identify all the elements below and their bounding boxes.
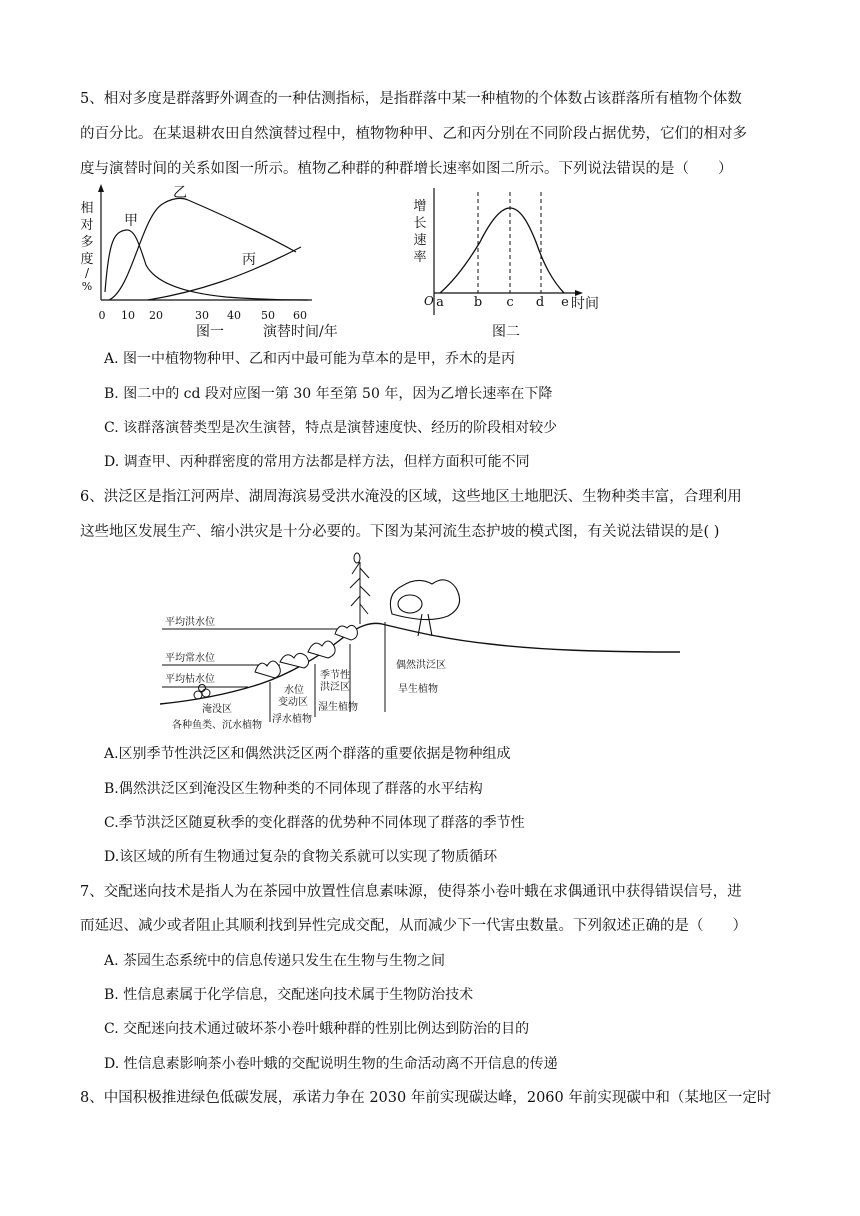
q7-stem-line-1: 7、交配迷向技术是指人为在茶园中放置性信息素味源，使得茶小卷叶蛾在求偶通讯中获得错误信号，进	[80, 884, 742, 900]
q5-option-a[interactable]: A. 图一中植物物种甲、乙和丙中最可能为草本的是甲，乔木的是丙	[104, 351, 516, 367]
label-dry: 旱生植物	[398, 684, 438, 695]
figure-1	[76, 180, 376, 338]
q5-stem-line-1: 5、相对多度是群落野外调查的一种估测指标，是指群落中某一种植物的个体数占该群落所有植物个体数	[80, 91, 742, 107]
fig2-xtick-d: d	[535, 295, 545, 310]
fig2-ylabel-2: 长	[413, 216, 427, 231]
fig2-ylabel-1: 增	[413, 199, 427, 214]
q7-option-c[interactable]: C. 交配迷向技术通过破坏茶小卷叶蛾种群的性别比例达到防治的目的	[104, 1021, 530, 1037]
fig2-xtick-a: a	[436, 295, 444, 310]
fig1-xtick-20: 20	[149, 309, 163, 322]
q7-stem-line-2: 而延迟、减少或者阻止其顺利找到异性完成交配，从而减少下一代害虫数量。下列叙述正确的是（ ）	[80, 918, 747, 934]
curve-jia	[105, 230, 308, 300]
riverbank-diagram	[160, 552, 680, 737]
label-low-level: 平均枯水位	[165, 674, 215, 685]
fig1-label-jia: 甲	[124, 213, 138, 229]
label-flooded-zone: 淹没区	[202, 704, 232, 715]
fig1-caption: 图一	[196, 324, 224, 340]
q6-option-a[interactable]: A.区别季节性洪泛区和偶然洪泛区两个群落的重要依据是物种组成	[104, 746, 511, 762]
figure-2	[400, 180, 620, 338]
trees	[390, 580, 459, 636]
q5-option-c[interactable]: C. 该群落演替类型是次生演替，特点是演替速度快、经历的阶段相对较少	[104, 420, 558, 436]
label-floating: 浮水植物	[272, 714, 312, 725]
fig1-ylabel-5: /	[84, 266, 90, 280]
q6-stem-line-1: 6、洪泛区是指江河两岸、湖周海滨易受洪水淹没的区域，这些地区土地肥沃、生物种类丰富，合理利用	[80, 489, 742, 505]
tall-plant	[350, 553, 370, 624]
q7-option-d[interactable]: D. 性信息素影响茶小卷叶蛾的交配说明生物的生命活动离不开信息的传递	[104, 1056, 558, 1072]
label-seasonal-1: 季节性	[320, 670, 350, 681]
fig1-xtick-50: 50	[261, 309, 275, 322]
curve-bing	[148, 247, 301, 300]
q6-option-b[interactable]: B.偶然洪泛区到淹没区生物种类的不同体现了群落的水平结构	[104, 781, 483, 797]
fig1-label-yi: 乙	[173, 185, 187, 201]
fig1-xlabel: 演替时间/年	[263, 324, 338, 340]
fig1-ylabel-4: 度	[80, 252, 94, 267]
label-normal-level: 平均常水位	[165, 653, 215, 664]
fig1-y-arrow	[98, 184, 104, 192]
fig1-xtick-0: 0	[98, 309, 106, 322]
fig1-xtick-60: 60	[293, 309, 307, 322]
fig1-ylabel-6: %	[81, 280, 93, 293]
q6-stem-line-2: 这些地区发展生产、缩小洪灾是十分必要的。下图为某河流生态护坡的模式图，有关说法错误的是( )	[80, 524, 720, 540]
fig2-xtick-c: c	[506, 295, 514, 310]
fig1-xtick-10: 10	[121, 309, 135, 322]
fig1-ylabel-1: 相	[80, 201, 94, 216]
fig2-xtick-e: e	[561, 295, 569, 310]
q6-option-c[interactable]: C.季节洪泛区随夏秋季的变化群落的优势种不同体现了群落的季节性	[104, 815, 525, 831]
label-fish: 各种鱼类、沉水植物	[172, 720, 262, 731]
fig2-ylabel-4: 率	[413, 250, 427, 265]
fig1-ylabel-2: 对	[80, 218, 94, 233]
fig1-label-bing: 丙	[242, 252, 256, 268]
fig2-ylabel-3: 速	[413, 233, 427, 248]
curve-growth-rate	[440, 208, 564, 293]
fig2-xlabel: 时间	[571, 296, 599, 312]
fig1-xtick-40: 40	[227, 309, 241, 322]
q7-option-a[interactable]: A. 茶园生态系统中的信息传递只发生在生物与生物之间	[104, 953, 446, 969]
fig2-caption: 图二	[492, 324, 520, 340]
fig1-ylabel-3: 多	[80, 235, 94, 250]
fig2-origin: O	[424, 294, 434, 308]
q5-stem-line-3: 度与演替时间的关系如图一所示。植物乙种群的种群增长速率如图二所示。下列说法错误的是（ ）	[80, 161, 733, 177]
label-occasional: 偶然洪泛区	[396, 660, 446, 671]
q6-option-d[interactable]: D.该区域的所有生物通过复杂的食物关系就可以实现了物质循环	[104, 849, 498, 865]
label-waterlevel-2: 变动区	[278, 697, 308, 708]
q5-option-b[interactable]: B. 图二中的 cd 段对应图一第 30 年至第 50 年，因为乙增长速率在下降	[104, 386, 553, 402]
q5-option-d[interactable]: D. 调查甲、丙种群密度的常用方法都是样方法，但样方面积可能不同	[104, 454, 530, 470]
fig1-xtick-30: 30	[195, 309, 209, 322]
q5-stem-line-2: 的百分比。在某退耕农田自然演替过程中，植物物种甲、乙和丙分别在不同阶段占据优势，它们的相对多	[80, 126, 747, 142]
q8-stem-line-1: 8、中国积极推进绿色低碳发展，承诺力争在 2030 年前实现碳达峰，2060 年前实现碳中和（某地区一定时	[80, 1090, 772, 1106]
q7-option-b[interactable]: B. 性信息素属于化学信息，交配迷向技术属于生物防治技术	[104, 987, 474, 1003]
fig2-xtick-b: b	[473, 295, 483, 310]
label-seasonal-2: 洪泛区	[320, 682, 350, 693]
label-waterlevel-1: 水位	[284, 685, 304, 696]
label-wet: 湿生植物	[318, 702, 358, 713]
label-flood-level: 平均洪水位	[165, 617, 215, 628]
